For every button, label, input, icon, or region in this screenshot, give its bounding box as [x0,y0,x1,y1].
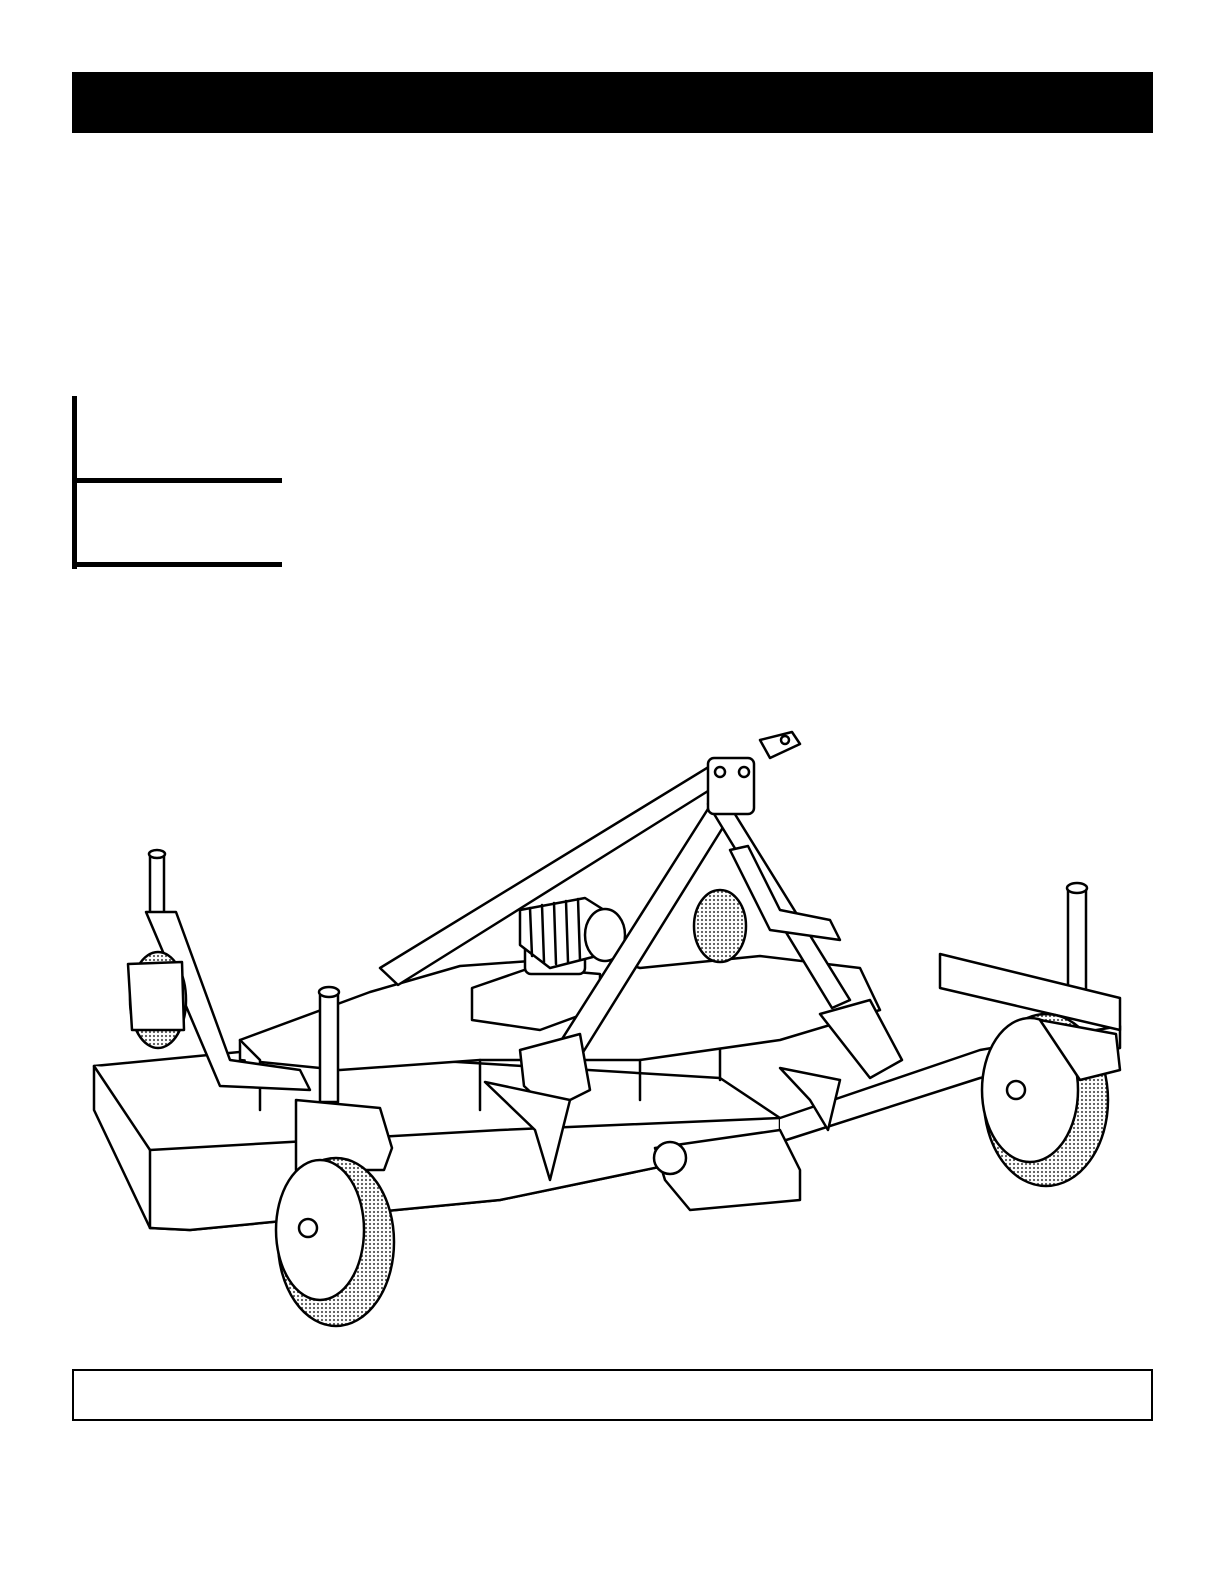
spec-row-2 [86,486,276,556]
spec-table [72,396,282,569]
footer-box [72,1369,1153,1421]
title-bar [72,72,1153,133]
caster-wheel-front-right [940,883,1120,1186]
finish-mower-illustration [80,730,1150,1330]
spec-row-1 [86,402,276,472]
spec-table-bottom-rule [72,562,282,567]
caster-wheel-rear-right [694,846,840,962]
spec-table-divider [72,478,282,483]
